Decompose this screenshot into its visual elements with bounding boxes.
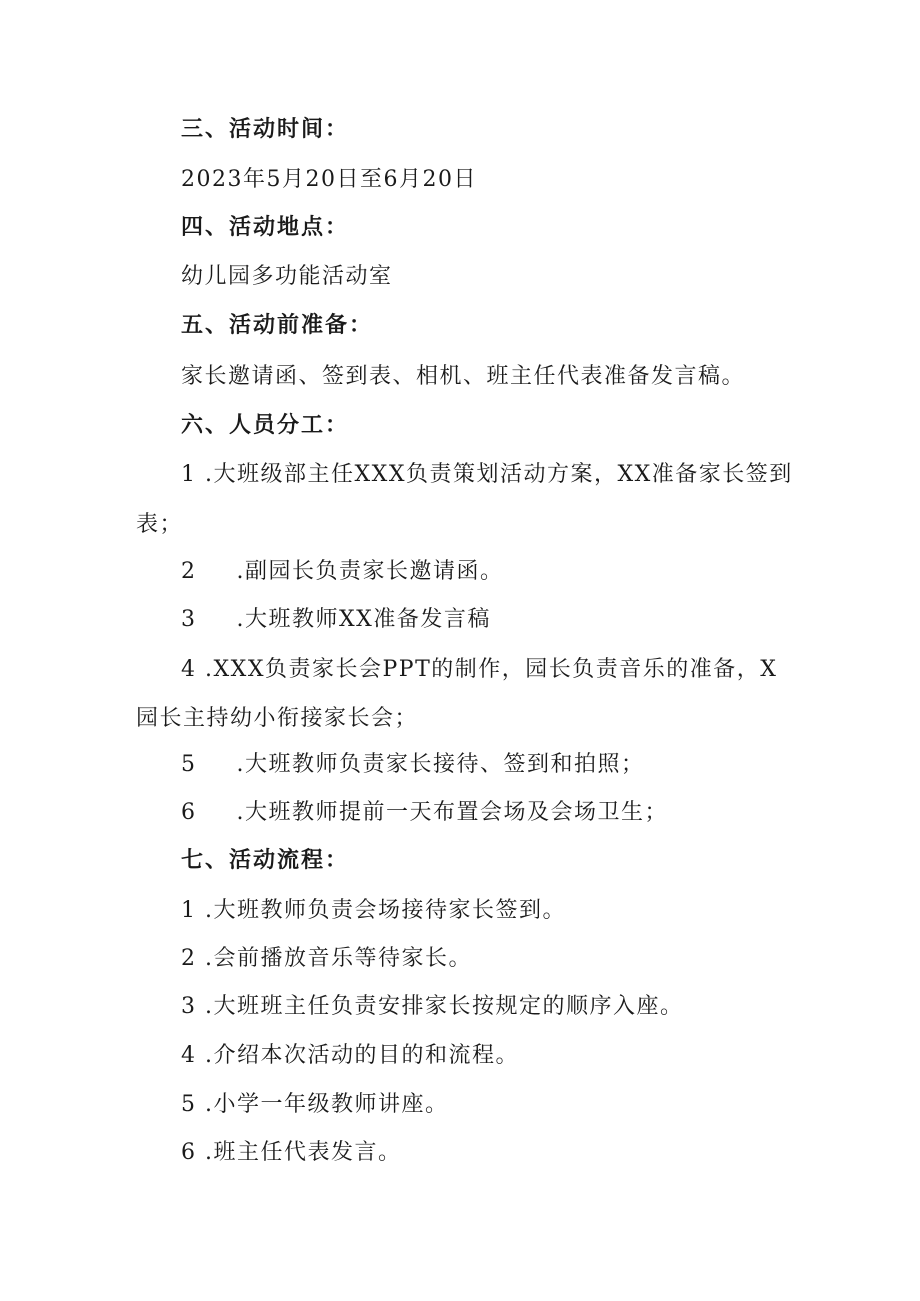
item-number: 1: [181, 898, 197, 923]
list-item: [181, 1090, 449, 1120]
item-text: .副园长负责家长邀请函。: [236, 559, 504, 584]
item-text: .大班教师提前一天布置会场及会场卫生；: [236, 800, 668, 825]
list-item: [181, 896, 566, 926]
item-text: .大班教师XX准备发言稿: [236, 607, 491, 632]
section-heading-prep: 五、活动前准备：: [181, 313, 374, 338]
section-content-time: 2023年5月20日至6月20日: [181, 167, 477, 192]
list-item: [181, 798, 668, 828]
item-number: 6: [181, 800, 197, 825]
list-item: [181, 460, 793, 490]
item-number: 5: [181, 1092, 197, 1117]
item-number: 2: [181, 559, 197, 584]
item-text: .大班教师负责会场接待家长签到。: [205, 898, 566, 923]
item-number: 5: [181, 752, 197, 777]
item-text: .XXX负责家长会PPT的制作，园长负责音乐的准备，X: [205, 657, 778, 682]
section-content-place: 幼儿园多功能活动室: [181, 264, 393, 289]
list-item: [181, 992, 684, 1022]
item-text: .大班教师负责家长接待、签到和拍照；: [236, 752, 645, 777]
section-heading-process: 七、活动流程：: [181, 848, 350, 873]
list-item: [181, 605, 491, 635]
list-item: [181, 944, 472, 974]
item-text: .大班级部主任XXX负责策划活动方案，XX准备家长签到: [205, 462, 793, 487]
section-heading-time: 三、活动时间：: [181, 117, 350, 142]
section-heading-staff: 六、人员分工：: [181, 413, 350, 438]
item-number: 6: [181, 1140, 197, 1165]
item-number: 2: [181, 946, 197, 971]
item-text: .大班班主任负责安排家长按规定的顺序入座。: [205, 994, 684, 1019]
item-text: .介绍本次活动的目的和流程。: [205, 1043, 519, 1068]
list-item-continuation: 表；: [136, 512, 184, 537]
section-heading-place: 四、活动地点：: [181, 215, 350, 240]
section-content-prep: 家长邀请函、签到表、相机、班主任代表准备发言稿。: [181, 364, 746, 389]
item-text: .小学一年级教师讲座。: [205, 1092, 449, 1117]
list-item: [181, 750, 645, 780]
item-number: 4: [181, 1043, 197, 1068]
item-number: 1: [181, 462, 197, 487]
item-number: 3: [181, 607, 197, 632]
item-text: .会前播放音乐等待家长。: [205, 946, 472, 971]
item-number: 4: [181, 657, 197, 682]
item-number: 3: [181, 994, 197, 1019]
list-item: [181, 1138, 402, 1168]
list-item-continuation: 园长主持幼小衔接家长会；: [136, 706, 419, 731]
list-item: [181, 557, 504, 587]
item-text: .班主任代表发言。: [205, 1140, 402, 1165]
list-item: [181, 1041, 519, 1071]
list-item: [181, 655, 777, 685]
